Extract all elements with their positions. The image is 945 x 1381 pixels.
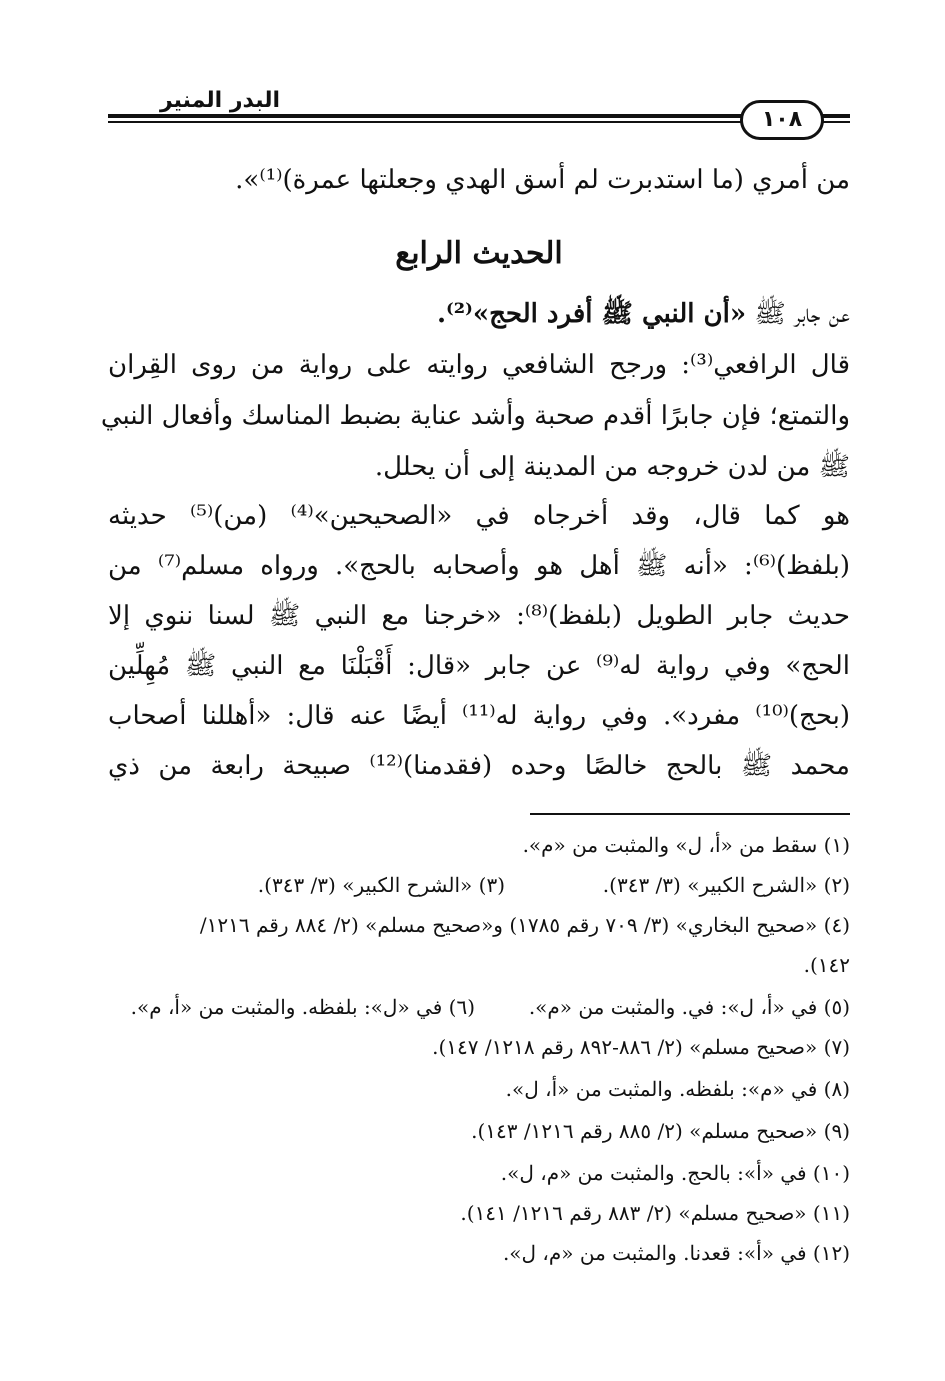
text-line-3 [108, 294, 850, 334]
text-line-10: الحج» وفي رواية له⁽⁹⁾ عن جابر «قال: أَقْبَلْنَا مع النبي ﷺ مُهِلِّين [108, 651, 850, 681]
footnote-separator [530, 813, 850, 815]
text-line-5: والتمتع؛ فإن جابرًا أقدم صحبة وأشد عناية بضبط المناسك وأفعال النبي [100, 401, 850, 431]
footnote-1: (١) سقط من «أ، ل» والمثبت من «م». [522, 833, 850, 857]
footnote-9: (٩) «صحيح مسلم» (٢/ ٨٨٥ رقم ١٢١٦/ ١٤٣). [471, 1119, 850, 1143]
footnote-10: (١٠) في «أ»: بالحج. والمثبت من «م، ل». [500, 1161, 850, 1185]
text-line-11: (بحج)⁽¹⁰⁾ مفرد». وفي رواية له⁽¹¹⁾ أيضًا عنه قال: «أهللنا أصحاب [108, 701, 850, 731]
footnote-11: (١١) «صحيح مسلم» (٢/ ٨٨٣ رقم ١٢١٦/ ١٤١). [460, 1201, 850, 1225]
footnote-2: (٢) «الشرح الكبير» (٣/ ٣٤٣). [602, 873, 850, 897]
text-line-9: حديث جابر الطويل (بلفظ)⁽⁸⁾: «خرجنا مع النبي ﷺ لسنا ننوي إلا [108, 601, 850, 631]
footnote-7: (٧) «صحيح مسلم» (٢/ ٨٨٦-٨٩٢ رقم ١٢١٨/ ١٤٧). [432, 1035, 850, 1059]
book-title: البدر المنير [160, 88, 281, 113]
footnote-5: (٥) في «أ، ل»: في. والمثبت من «م». [528, 995, 850, 1019]
header-rule-thick [108, 114, 850, 118]
text-line-7: هو كما قال، وقد أخرجاه في «الصحيحين»⁽⁴⁾ (من)⁽⁵⁾ حديثه [108, 501, 850, 531]
footnote-6: (٦) في «ل»: بلفظه. والمثبت من «أ، م». [130, 995, 475, 1019]
header-rule-thin [108, 121, 850, 123]
running-header [108, 82, 850, 142]
text-line-1: من أمري (ما استدبرت لم أسق الهدي وجعلتها عمرة)⁽¹⁾». [235, 165, 850, 195]
footnote-4: (٤) «صحيح البخاري» (٣/ ٧٠٩ رقم ١٧٨٥) و«صحيح مسلم» (٢/ ٨٨٤ رقم ١٢١٦/ [199, 913, 850, 937]
text-line-6: ﷺ من لدن خروجه من المدينة إلى أن يحلل. [374, 452, 850, 482]
footnote-4-cont: ١٤٢). [803, 953, 850, 977]
hadith-quote: «أن النبي ﷺ أفرد الحج»⁽²⁾. [436, 299, 747, 329]
footnote-12: (١٢) في «أ»: قعدنا. والمثبت من «م، ل». [502, 1241, 850, 1265]
page-number: ١٠٨ [740, 100, 824, 140]
text-line-3-intro: عن جابر ﷺ [746, 299, 850, 329]
footnote-3: (٣) «الشرح الكبير» (٣/ ٣٤٣). [257, 873, 505, 897]
text-line-4: قال الرافعي⁽³⁾: ورجح الشافعي روايته على رواية من روى القِران [108, 350, 851, 380]
text-line-12: محمد ﷺ بالحج خالصًا وحده (فقدمنا)⁽¹²⁾ صبيحة رابعة من ذي [108, 751, 850, 781]
footnote-8: (٨) في «م»: بلفظه. والمثبت من «أ، ل». [505, 1077, 850, 1101]
text-line-8: (بلفظ)⁽⁶⁾: «أنه ﷺ أهل هو وأصحابه بالحج». ورواه مسلم⁽⁷⁾ من [108, 551, 850, 581]
section-heading: الحديث الرابع [395, 236, 563, 271]
